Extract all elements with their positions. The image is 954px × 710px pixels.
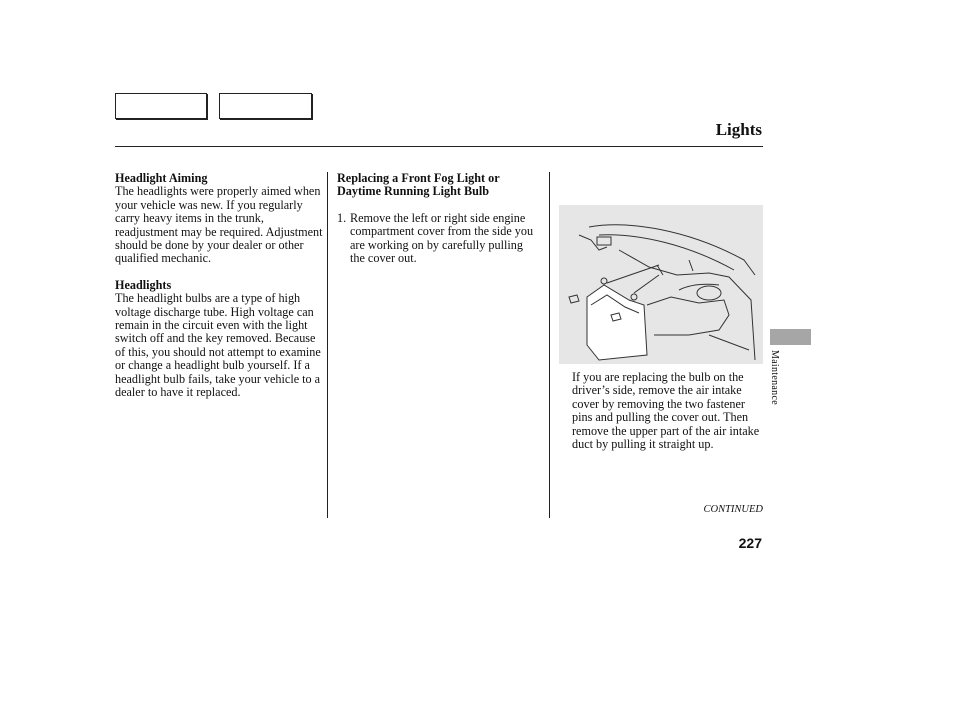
column-divider-1 — [327, 172, 328, 518]
engine-compartment-illustration — [559, 205, 763, 364]
nav-button-index[interactable] — [219, 93, 312, 119]
headlight-aiming-text: The headlights were properly aimed when your vehicle was new. If you regularly carry heavy items in the trunk, readjustment may be required. Adjustment should be done by your dealer or other qualified mechanic. — [115, 184, 323, 266]
engine-illustration-svg — [559, 205, 763, 364]
step-text: Remove the left or right side engine compartment cover from the side you are working on by carefully pulling the cover out. — [350, 210, 534, 266]
fog-light-heading-line1: Replacing a Front Fog Light or — [337, 171, 500, 185]
air-intake-note: If you are replacing the bulb on the driver’s side, remove the air intake cover by removing the two fastener pins and pulling the cover out. Then remove the upper part of the air intake duct by pulling it straight up. — [572, 370, 760, 452]
headlights-heading: Headlights — [115, 277, 172, 292]
left-column — [115, 172, 325, 400]
header-rule — [115, 146, 763, 147]
fog-light-heading-line2: Daytime Running Light Bulb — [337, 184, 490, 199]
right-column — [572, 371, 764, 451]
headlight-aiming-heading: Headlight Aiming — [115, 171, 208, 185]
headlights-text: The headlight bulbs are a type of high voltage discharge tube. High voltage can remain in the circuit even with the light switch off and the key removed. Because of this, you should not attempt to examine or change a headlight bulb yourself. If a headlight bulb fails, take your vehicle to a dealer to have it replaced. — [115, 291, 321, 400]
step-number: 1. — [337, 210, 347, 225]
page-title: Lights — [715, 120, 762, 139]
section-tab-label: Maintenance — [769, 350, 780, 405]
section-tab-marker — [770, 329, 811, 345]
column-divider-2 — [549, 172, 550, 518]
step-1 — [337, 212, 537, 266]
continued-label: CONTINUED — [703, 504, 763, 515]
middle-column — [337, 172, 537, 265]
page-number: 227 — [738, 535, 762, 551]
fog-light-heading — [337, 172, 537, 199]
nav-button-contents[interactable] — [115, 93, 207, 119]
